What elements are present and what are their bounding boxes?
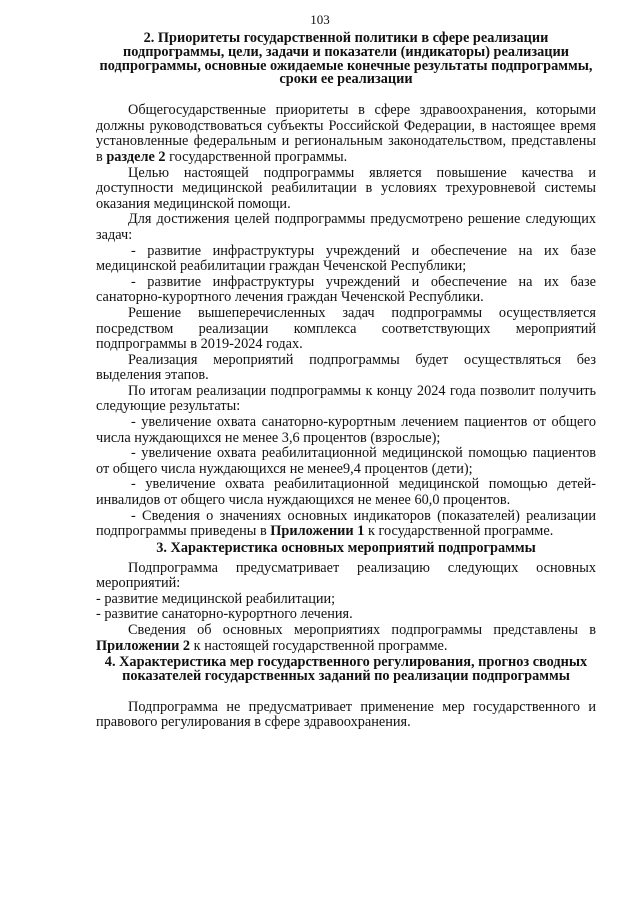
result-item-1: - увеличение охвата санаторно-курортным лечением пациентов от общего числа нуждающихся не менее 3,6 процентов (взрослые); (96, 414, 596, 446)
section-3-paragraph-2 (96, 623, 596, 654)
section-2-paragraph-3: Для достижения целей подпрограммы предусмотрено решение следующих задач: (96, 211, 596, 243)
paragraph-text: Сведения об основных мероприятиях подпрограммы представлены в (128, 621, 596, 638)
activity-item-1: - развитие медицинской реабилитации; (96, 590, 336, 607)
paragraph-text-tail: к государственной программе. (364, 523, 554, 540)
section-3-heading: 3. Характеристика основных мероприятий подпрограммы (156, 539, 536, 556)
page-number: 103 (310, 12, 330, 27)
task-item-1: - развитие инфраструктуры учреждений и обеспечение на их базе медицинской реабилитации граждан Чеченской Республики; (96, 242, 596, 275)
section-reference: разделе 2 (106, 148, 166, 165)
appendix-reference: Приложении 1 (270, 523, 365, 540)
result-item-3: - увеличение охвата реабилитационной медицинской помощью детей-инвалидов от общего числа нуждающихся не менее 60,0 процентов. (96, 476, 596, 509)
section-2-paragraph-1 (96, 103, 596, 165)
section-2-paragraph-5: Реализация мероприятий подпрограммы будет осуществляться без выделения этапов. (96, 351, 596, 384)
task-item-2: - развитие инфраструктуры учреждений и обеспечение на их базе санаторно-курортного лечения граждан Чеченской Республики. (96, 273, 596, 306)
section-3-paragraph-1: Подпрограмма предусматривает реализацию следующих основных мероприятий: (96, 559, 596, 592)
section-2-heading: 2. Приоритеты государственной политики в сфере реализации подпрограммы, цели, задачи и показатели (индикаторы) реализации подпрограммы, основные ожидаемые конечные результаты подпрограммы, сроки ее реализации (99, 30, 593, 88)
activity-item-2: - развитие санаторно-курортного лечения. (96, 606, 353, 623)
paragraph-text: Общегосударственные приоритеты в сфере здравоохранения, которыми должны руководствоваться субъекты Российской Федерации, в настоящее время установленные федеральным и региональным законодательством, представлены в (96, 102, 596, 165)
appendix-reference: Приложении 2 (96, 637, 191, 654)
section-2-paragraph-2: Целью настоящей подпрограммы является повышение качества и доступности медицинской реабилитации в условиях трехуровневой системы оказания медицинской помощи. (96, 164, 596, 212)
page-content (96, 32, 596, 731)
result-item-4 (96, 509, 596, 540)
section-2-paragraph-4: Решение вышеперечисленных задач подпрограммы осуществляется посредством реализации комплекса соответствующих мероприятий подпрограммы в 2019-2024 годах. (96, 304, 596, 353)
section-2-paragraph-6: По итогам реализации подпрограммы к концу 2024 года позволит получить следующие результаты: (96, 382, 596, 415)
paragraph-text-tail: государственной программы. (165, 148, 348, 165)
paragraph-text-tail: к настоящей государственной программе. (190, 637, 448, 654)
section-4-heading: 4. Характеристика мер государственного регулирования, прогноз сводных показателей государственных заданий по реализации подпрограммы (104, 654, 588, 684)
paragraph-text: - Сведения о значениях основных индикаторов (показателей) реализации подпрограммы приведены в (96, 507, 596, 540)
result-item-2: - увеличение охвата реабилитационной медицинской помощью пациентов от общего числа нуждающихся не менее9,4 процентов (дети); (96, 445, 596, 477)
section-4-paragraph-1: Подпрограмма не предусматривает применение мер государственного и правового регулирования в сфере здравоохранения. (96, 698, 596, 731)
